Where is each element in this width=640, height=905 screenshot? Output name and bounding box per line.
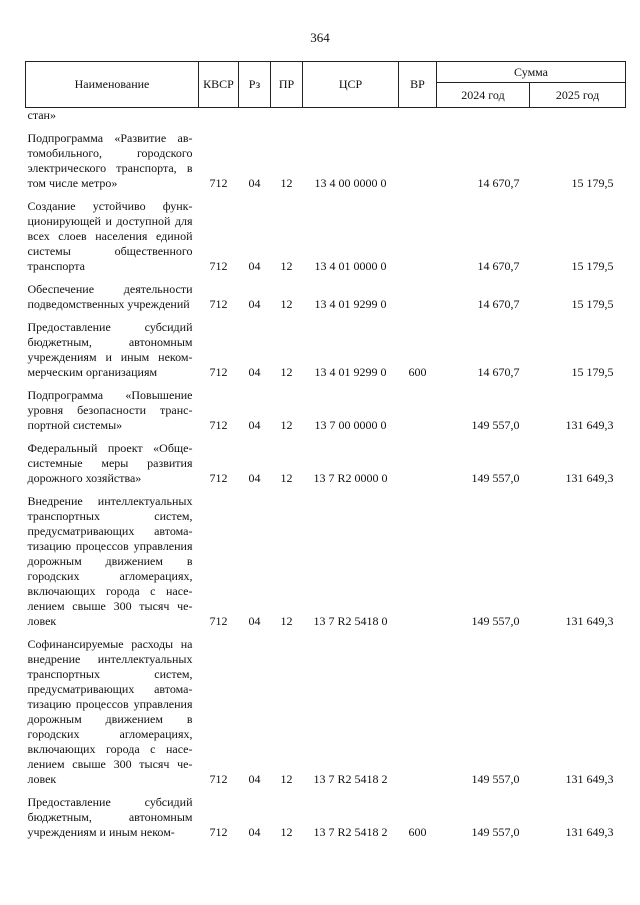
row-name: Обеспечение деятельности подведомственных учреждений (27, 282, 193, 311)
row-csr: 13 7 R2 5418 0 (313, 614, 388, 628)
row-rz: 04 (248, 297, 261, 311)
row-amount-2025: 131 649,3 (565, 825, 614, 839)
row-pr: 12 (280, 297, 293, 311)
row-pr: 12 (280, 471, 293, 485)
row-amount-2024: 149 557,0 (471, 614, 520, 628)
row-kvsr: 712 (209, 825, 228, 839)
header-sum: Сумма (437, 62, 626, 83)
row-kvsr: 712 (209, 772, 228, 786)
row-csr: 13 7 00 0000 0 (314, 418, 387, 432)
row-amount-2025: 15 179,5 (571, 176, 614, 190)
row-csr: 13 4 01 9299 0 (314, 365, 387, 379)
row-rz: 04 (248, 825, 261, 839)
row-csr: 13 7 R2 5418 2 (313, 825, 388, 839)
row-name: Предоставление субсидий бюджетным, автономным учреждениям и иным некоммерческим организациям (27, 320, 193, 379)
row-vr (399, 435, 437, 488)
row-csr: 13 4 00 0000 0 (314, 176, 387, 190)
page-number: 364 (310, 30, 330, 45)
table-row (26, 789, 626, 842)
row-amount-2025: 131 649,3 (565, 614, 614, 628)
row-kvsr: 712 (209, 614, 228, 628)
row-kvsr: 712 (209, 176, 228, 190)
row-rz: 04 (248, 365, 261, 379)
row-vr (399, 276, 437, 314)
header-csr: ЦСР (303, 62, 399, 108)
row-amount-2024: 14 670,7 (477, 297, 520, 311)
budget-table (25, 61, 626, 842)
row-rz: 04 (248, 259, 261, 273)
row-pr: 12 (280, 418, 293, 432)
row-kvsr: 712 (209, 418, 228, 432)
row-amount-2025: 131 649,3 (565, 471, 614, 485)
row-pr: 12 (280, 614, 293, 628)
row-amount-2024: 149 557,0 (471, 772, 520, 786)
row-vr (399, 193, 437, 276)
row-rz: 04 (248, 176, 261, 190)
row-vr: 600 (408, 365, 427, 379)
row-csr: 13 7 R2 0000 0 (313, 471, 388, 485)
table-row (26, 435, 626, 488)
row-kvsr: 712 (209, 365, 228, 379)
header-rz: Рз (239, 62, 271, 108)
header-year-2024: 2024 год (437, 83, 530, 108)
row-amount-2025: 131 649,3 (565, 418, 614, 432)
table-row (26, 193, 626, 276)
row-vr (399, 125, 437, 193)
header-kvsr: КВСР (199, 62, 239, 108)
row-amount-2024: 149 557,0 (471, 418, 520, 432)
row-kvsr: 712 (209, 471, 228, 485)
row-rz: 04 (248, 471, 261, 485)
table-row (26, 382, 626, 435)
table-row (26, 631, 626, 789)
header-vr: ВР (399, 62, 437, 108)
table-row (26, 314, 626, 382)
row-pr: 12 (280, 825, 293, 839)
row-vr (399, 382, 437, 435)
row-amount-2024: 149 557,0 (471, 471, 520, 485)
row-amount-2024: 14 670,7 (477, 176, 520, 190)
row-name: Внедрение интеллектуальных транспортных систем, предусматривающих автоматизацию процессов управления дорожным движением в городских агломерациях, включающих города с населением свыше 300 тысяч человек (27, 494, 193, 628)
header-year-2025: 2025 год (530, 83, 626, 108)
row-vr (399, 631, 437, 789)
row-name: Софинансируемые расходы на внедрение интеллектуальных транспортных систем, предусматривающих автоматизацию процессов управления дорожным движением в городских агломерациях, включающих города с населением свыше 300 тысяч человек (27, 637, 193, 786)
row-name: Подпрограмма «Развитие автомобильного, городского электрического транспорта, в том числе метро» (27, 131, 193, 190)
row-amount-2025: 15 179,5 (571, 259, 614, 273)
row-rz: 04 (248, 418, 261, 432)
row-pr: 12 (280, 772, 293, 786)
row-csr: 13 4 01 9299 0 (314, 297, 387, 311)
row-pr: 12 (280, 176, 293, 190)
row-kvsr: 712 (209, 297, 228, 311)
row-amount-2025: 15 179,5 (571, 297, 614, 311)
row-amount-2024: 149 557,0 (471, 825, 520, 839)
row-amount-2024: 14 670,7 (477, 259, 520, 273)
row-name: Федеральный проект «Общесистемные меры развития дорожного хозяйства» (27, 441, 193, 485)
continuation-row (26, 108, 626, 126)
row-csr: 13 4 01 0000 0 (314, 259, 387, 273)
row-vr (399, 488, 437, 631)
row-amount-2025: 131 649,3 (565, 772, 614, 786)
header-name: Наименование (26, 62, 199, 108)
row-rz: 04 (248, 614, 261, 628)
row-amount-2025: 15 179,5 (571, 365, 614, 379)
row-amount-2024: 14 670,7 (477, 365, 520, 379)
row-name: Подпрограмма «Повышение уровня безопасности транспортной системы» (27, 388, 193, 432)
row-vr: 600 (408, 825, 427, 839)
row-rz: 04 (248, 772, 261, 786)
table-row (26, 488, 626, 631)
table-row (26, 125, 626, 193)
row-name: Создание устойчиво функционирующей и доступной для всех слоев населения единой системы общественного транспорта (27, 199, 193, 273)
row-pr: 12 (280, 259, 293, 273)
row-csr: 13 7 R2 5418 2 (313, 772, 388, 786)
continuation-text: стан» (27, 108, 56, 122)
header-pr: ПР (271, 62, 303, 108)
table-row (26, 276, 626, 314)
row-name: Предоставление субсидий бюджетным, автономным учреждениям и иным неком- (27, 795, 193, 839)
row-pr: 12 (280, 365, 293, 379)
row-kvsr: 712 (209, 259, 228, 273)
